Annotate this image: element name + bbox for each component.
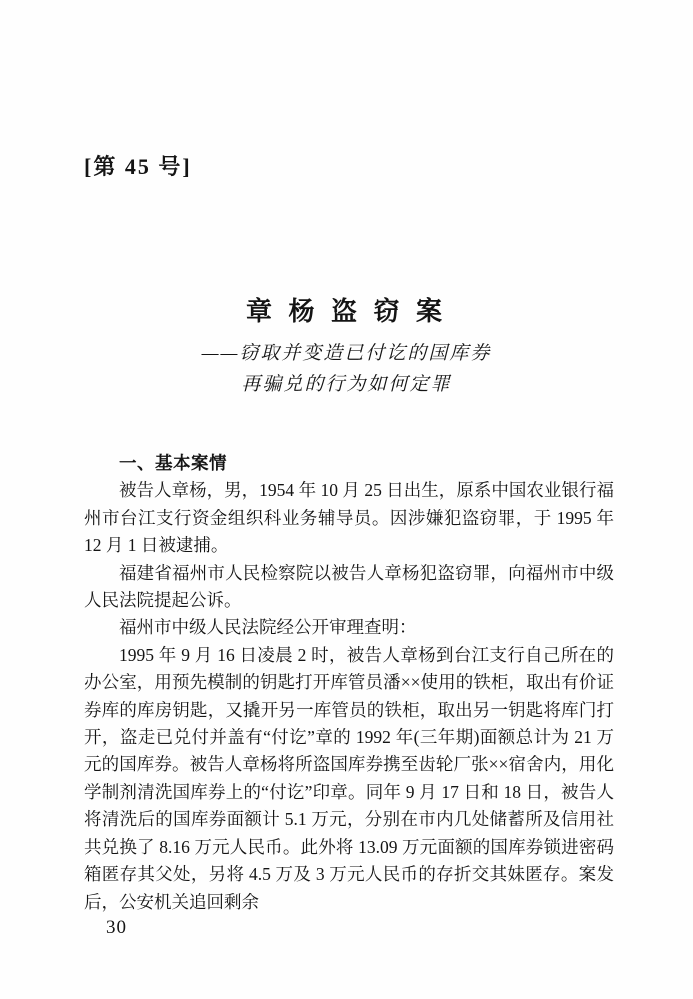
case-subtitle [0,338,693,400]
section-heading-basic-facts: 一、基本案情 [119,453,227,473]
paragraph-prosecution: 福建省福州市人民检察院以被告人章杨犯盗窃罪，向福州市中级人民法院提起公诉。 [84,562,614,611]
subtitle-line-1: ——窃取并变造已付讫的国库券 [201,343,492,364]
subtitle-line-2: 再骗兑的行为如何定罪 [241,374,452,395]
case-body [84,450,614,916]
paragraph-defendant-intro: 被告人章杨，男，1954 年 10 月 25 日出生，原系中国农业银行福州市台江支行资金组织科业务辅导员。因涉嫌犯盗窃罪，于 1995 年 12 月 1 日被逮捕。 [84,480,614,556]
case-title: 章 杨 盗 窃 案 [245,297,447,326]
case-number: [第 45 号] [84,154,192,179]
page-number: 30 [106,917,127,938]
paragraph-facts-detail: 1995 年 9 月 16 日凌晨 2 时，被告人章杨到台江支行自己所在的办公室，用预先模制的钥匙打开库管员潘××使用的铁柜，取出有价证券库的库房钥匙，又撬开另一库管员的铁柜，取出另一钥匙将库门打开，盗走已兑付并盖有“付讫”章的 1992 年(三年期)面额总计为 21 万元的国库券。被告人章杨将所盗国库券携至齿轮厂张××宿舍内，用化学制剂清洗国库券上的“付讫”印章。同年 9 月 17 日和 18 日，被告人将清洗后的国库券面额计 5.1 万元，分别在市内几处储蓄所及信用社共兑换了 8.16 万元人民币。此外将 13.09 万元面额的国库券锁进密码箱匿存其父处，另将 4.5 万及 3 万元人民币的存折交其妹匿存。案发后，公安机关追回剩余 [84,644,614,912]
paragraph-court-finding-lead: 福州市中级人民法院经公开审理查明： [119,617,417,638]
